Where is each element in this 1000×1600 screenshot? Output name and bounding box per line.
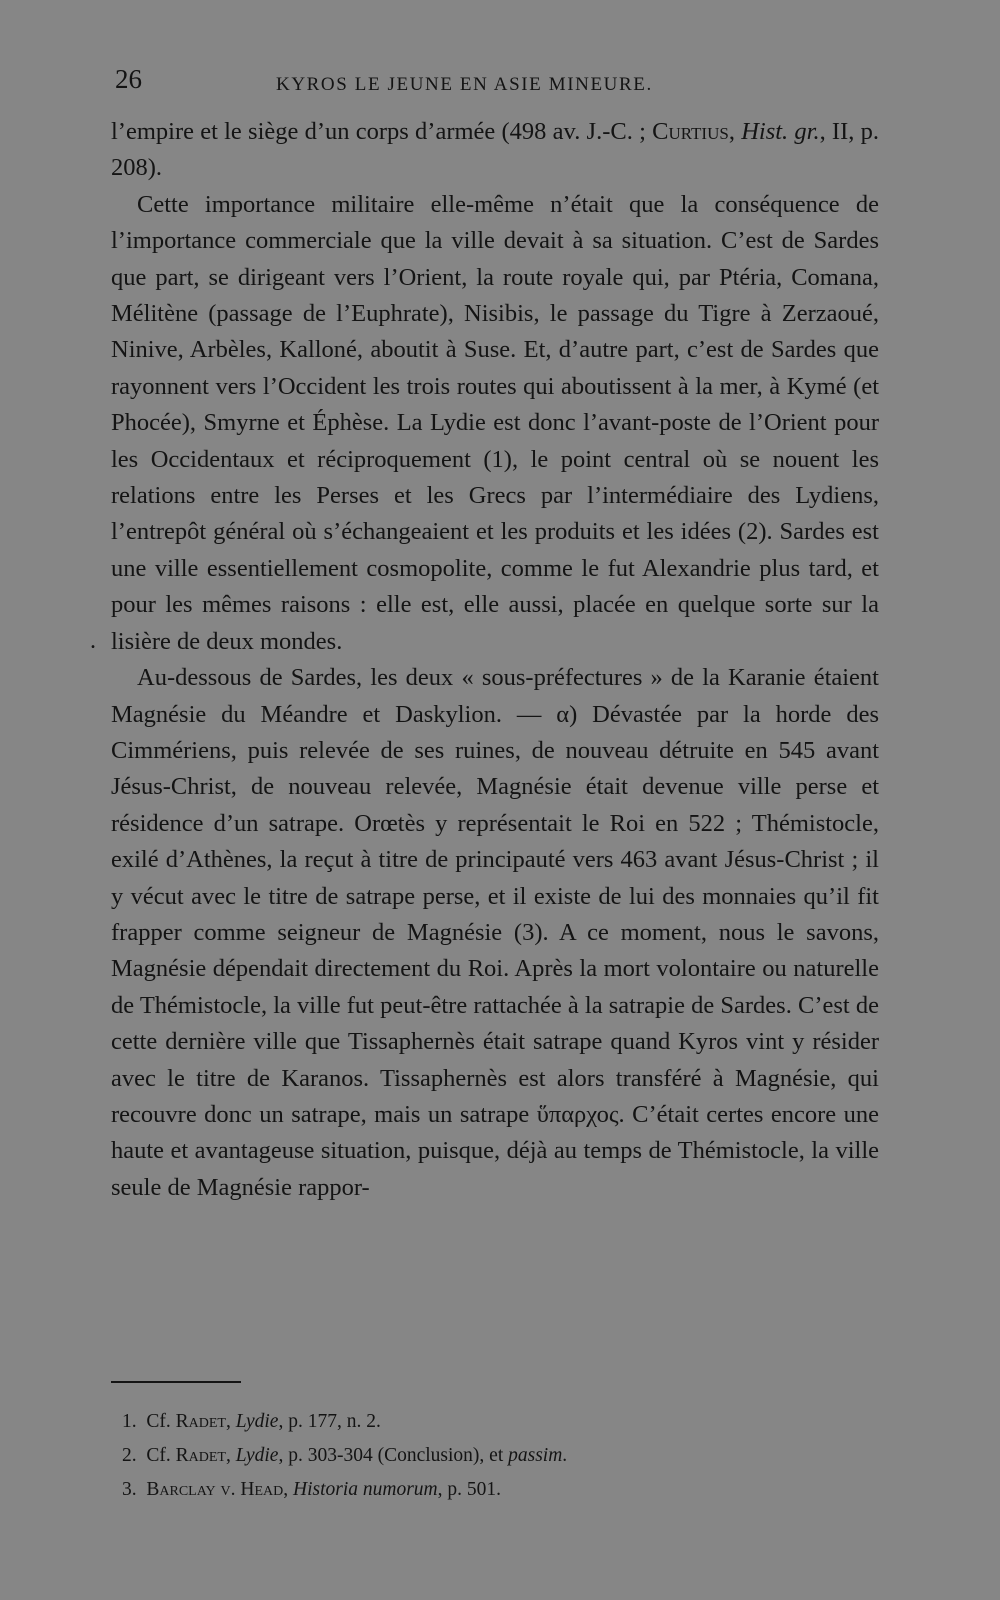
page-number: 26 [115, 64, 142, 94]
running-title: KYROS LE JEUNE EN ASIE MINEURE. [276, 74, 653, 95]
footnote-divider [111, 1381, 241, 1383]
footnote-ref-3[interactable]: 3 [522, 918, 535, 946]
paragraph-3: Au-dessous de Sardes, les deux « sous-préfectures » de la Karanie étaient Magnésie du Méandre et Daskylion. — α) Dévastée par la horde des Cimmériens, puis relevée de ses ruines, de nouveau détruite en 545 avant Jésus-Christ, de nouveau relevée, Magnésie était devenue ville perse et résidence d’un satrape. Orœtès y représentait le Roi en 522 ; Thémistocle, exilé d’Athènes, la reçut à titre de principauté vers 463 avant Jésus-Christ ; il y vécut avec le titre de satrape perse, et il existe de lui des monnaies qu’il fit frapper comme seigneur de Magnésie (3). A ce moment, nous le savons, Magnésie dépendait directement du Roi. Après la mort volontaire ou naturelle de Thémistocle, la ville fut peut-être rattachée à la satrapie de Sardes. C’est de cette dernière ville que Tissaphernès était satrape quand Kyros vint y résider avec le titre de Karanos. Tissaphernès est alors transféré à Magnésie, qui recouvre donc un satrape, mais un satrape ὕπαρχος. C’était certes encore une haute et avantageuse situation, puisque, déjà au temps de Thémistocle, la ville seule de Magnésie rappor- [111, 664, 879, 1201]
work-title: Lydie [235, 1445, 279, 1466]
footnotes [122, 1405, 862, 1507]
work-title: Hist. gr. [741, 118, 820, 145]
margin-mark: . [90, 628, 96, 654]
footnote-2: 2. Cf. Radet, Lydie, p. 303-304 (Conclusion), et passim. [122, 1445, 568, 1466]
body-text [111, 114, 879, 1206]
author-name: Curtius [652, 118, 729, 145]
author-name: Barclay v. Head [146, 1479, 284, 1500]
page-header [111, 58, 879, 98]
footnote-ref-2[interactable]: 2 [746, 518, 759, 546]
author-name: Radet [175, 1445, 226, 1466]
paragraph-2: Cette importance militaire elle-même n’était que la conséquence de l’importance commerciale que la ville devait à sa situation. C’est de Sardes que part, se dirigeant vers l’Orient, la route royale qui, par Ptéria, Comana, Mélitène (passage de l’Euphrate), Nisibis, le passage du Tigre à Zerzaoué, Ninive, Arbèles, Kalloné, aboutit à Suse. Et, d’autre part, c’est de Sardes que rayonnent vers l’Occident les trois routes qui aboutissent à la mer, à Kymé (et Phocée), Smyrne et Éphèse. La Lydie est donc l’avant-poste de l’Orient pour les Occidentaux et réciproquement (1), le point central où se nouent les relations entre les Perses et les Grecs par l’intermédiaire des Lydiens, l’entrepôt général où s’échangeaient et les produits et les idées (2). Sardes est une ville essentiellement cosmopolite, comme le fut Alexandrie plus tard, et pour les mêmes raisons : elle est, elle aussi, placée en quelque sorte sur la lisière de deux mondes. [111, 190, 879, 655]
footnote-3: 3. Barclay v. Head, Historia numorum, p. 501. [122, 1479, 502, 1500]
work-title: Historia numorum [293, 1479, 438, 1500]
footnote-1: 1. Cf. Radet, Lydie, p. 177, n. 2. [122, 1411, 381, 1432]
work-title: passim [508, 1445, 563, 1466]
work-title: Lydie [235, 1411, 279, 1432]
author-name: Radet [175, 1411, 226, 1432]
footnote-ref-1[interactable]: 1 [491, 445, 504, 473]
paragraph-1: l’empire et le siège d’un corps d’armée (498 av. J.-C. ; Curtius, Hist. gr., II, p. 208). [111, 118, 879, 182]
